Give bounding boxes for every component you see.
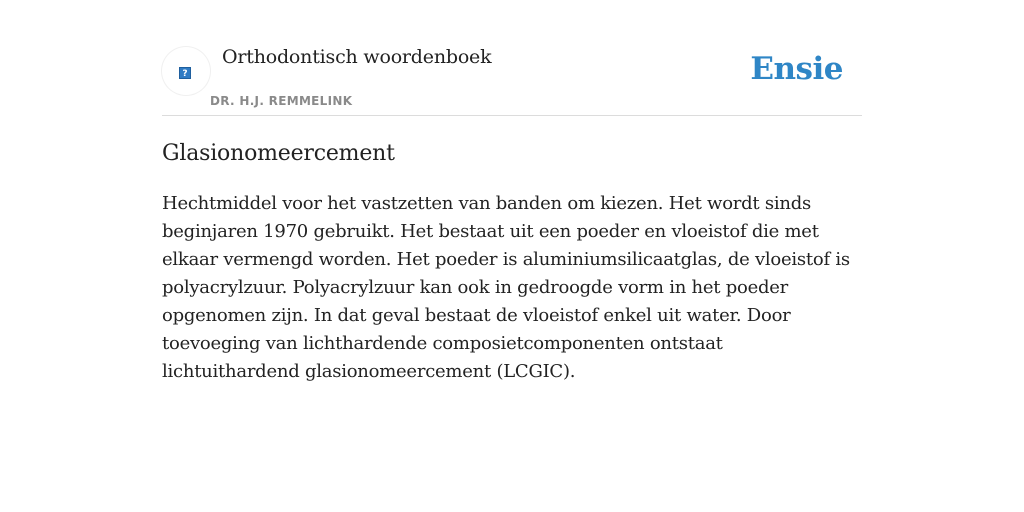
source-author[interactable]: DR. H.J. REMMELINK bbox=[210, 94, 353, 108]
ensie-logo[interactable]: Ensie bbox=[750, 51, 843, 87]
entry-term: Glasionomeercement bbox=[162, 141, 395, 166]
book-cover-image[interactable] bbox=[162, 47, 210, 95]
entry-card bbox=[162, 44, 862, 386]
source-header bbox=[162, 44, 862, 116]
entry-definition: Hechtmiddel voor het vastzetten van banden om kiezen. Het wordt sinds beginjaren 1970 gebruikt. Het bestaat uit een poeder en vloeistof die met elkaar vermengd worden. Het poeder is aluminiumsilicaatglas, de vloeistof is polyacrylzuur. Polyacrylzuur kan ook in gedroogde vorm in het poeder opgenomen zijn. In dat geval bestaat de vloeistof enkel uit water. Door toevoeging van lichthardende composietcomponenten ontstaat lichtuithardend glasionomeercement (LCGIC). bbox=[162, 193, 850, 382]
source-title[interactable]: Orthodontisch woordenboek bbox=[222, 46, 492, 68]
question-mark-placeholder-icon: ? bbox=[179, 67, 191, 79]
